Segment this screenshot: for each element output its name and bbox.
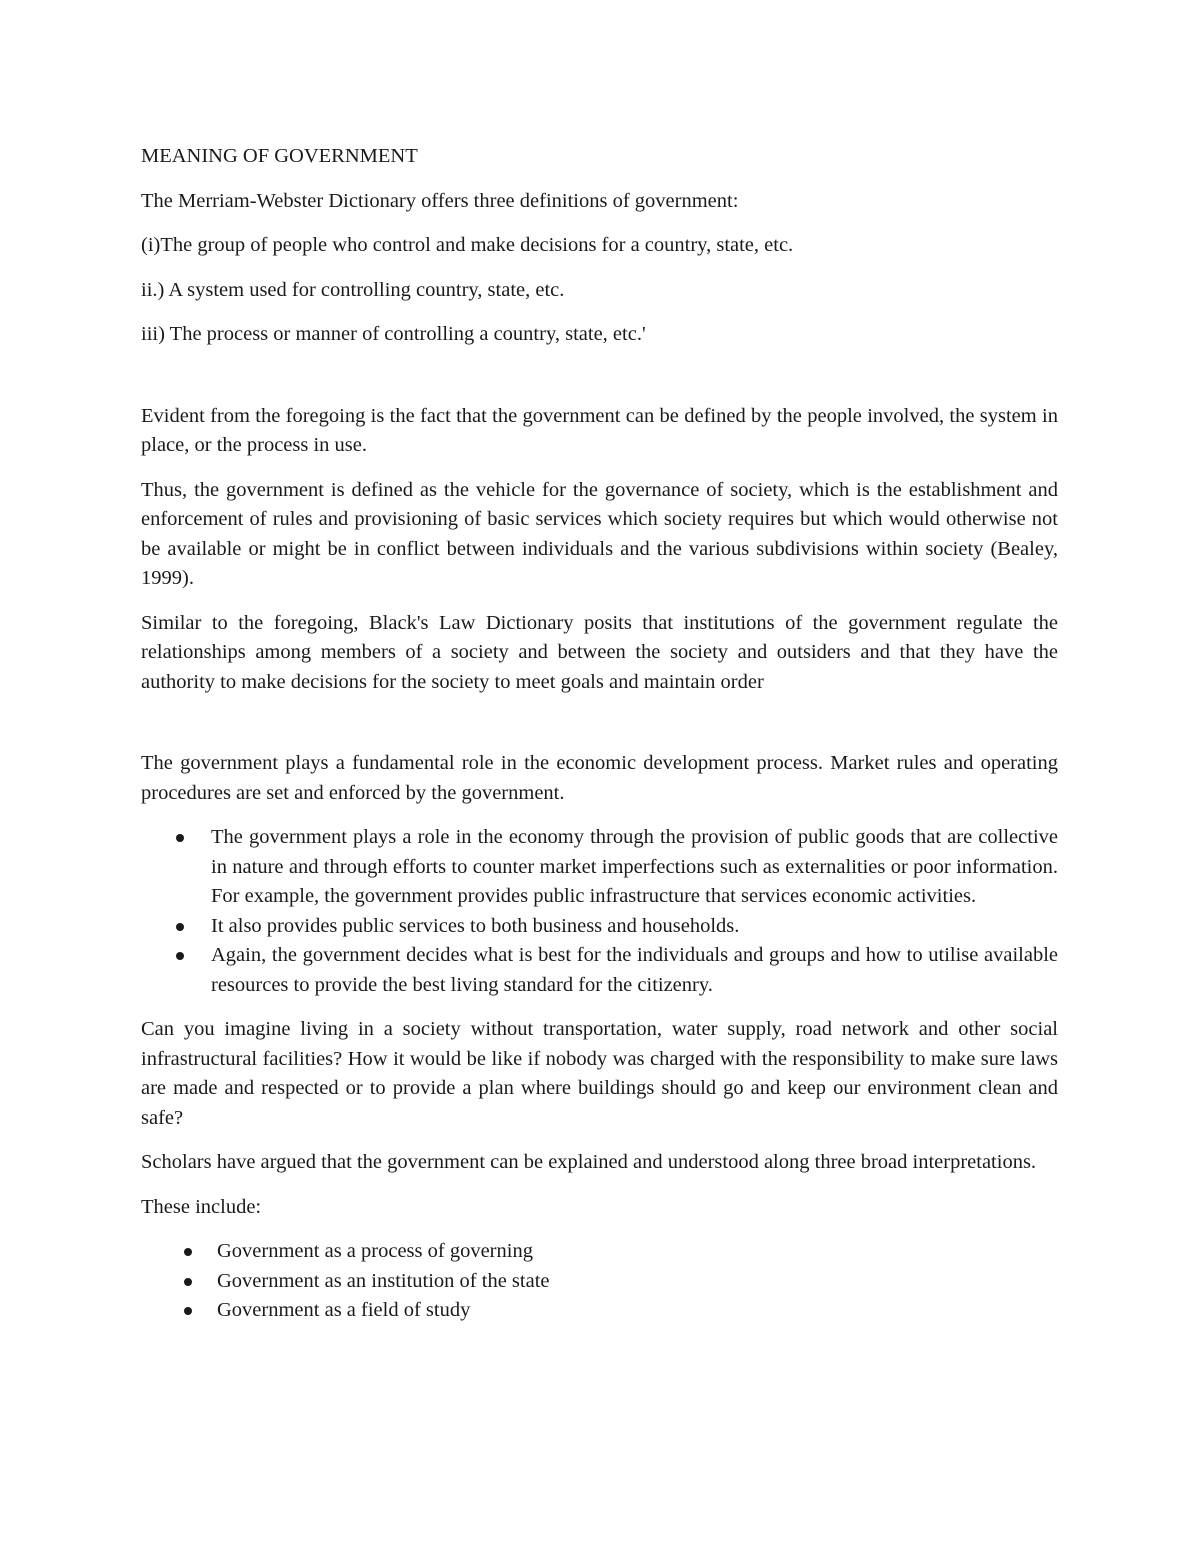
list-item	[141, 912, 1058, 942]
bullet-icon	[184, 1278, 192, 1286]
list-item-text: The government plays a role in the economy through the provision of public goods that are collective in nature and through efforts to counter market imperfections such as externalities or poor information. For example, the government provides public infrastructure that services economic activities.	[211, 826, 1058, 907]
document-heading: MEANING OF GOVERNMENT	[141, 145, 418, 167]
definition-item: iii) The process or manner of controlling a country, state, etc.'	[141, 323, 646, 345]
list-item	[141, 1237, 1058, 1267]
list-item	[141, 1267, 1058, 1297]
bullet-icon	[176, 952, 184, 960]
list-item-text: It also provides public services to both business and households.	[211, 914, 740, 937]
list-item-text: Government as an institution of the state	[217, 1269, 550, 1292]
paragraph-scholars: Scholars have argued that the government can be explained and understood along three broad interpretations.	[141, 1151, 1037, 1173]
interpretations-bullet-list	[141, 1237, 1058, 1326]
paragraph-imagine: Can you imagine living in a society without transportation, water supply, road network and other social infrastructural facilities? How it would be like if nobody was charged with the responsibility to make sure laws are made and respected or to provide a plan where buildings should go and keep our environment clean and safe?	[141, 1018, 1058, 1129]
definition-item: ii.) A system used for controlling country, state, etc.	[141, 278, 565, 301]
bullet-icon	[176, 923, 184, 931]
paragraph-evident: Evident from the foregoing is the fact that the government can be defined by the people involved, the system in place, or the process in use.	[141, 404, 1058, 456]
list-item	[141, 823, 1058, 912]
list-item-text: Again, the government decides what is best for the individuals and groups and how to utilise available resources to provide the best living standard for the citizenry.	[211, 944, 1058, 996]
spacer	[141, 712, 1058, 749]
list-item	[141, 1296, 1058, 1326]
paragraph-thus: Thus, the government is defined as the vehicle for the governance of society, which is the establishment and enforcement of rules and provisioning of basic services which society requires but which would otherwise not be available or might be in conflict between individuals and the various subdivisions within society (Bealey, 1999).	[141, 478, 1058, 589]
definition-item: (i)The group of people who control and make decisions for a country, state, etc.	[141, 234, 794, 256]
paragraph-include: These include:	[141, 1195, 262, 1218]
paragraph-similar: Similar to the foregoing, Black's Law Dictionary posits that institutions of the government regulate the relationships among members of a society and between the society and outsiders and that they have the authority to make decisions for the society to meet goals and maintain order	[141, 611, 1058, 693]
list-item-text: Government as a field of study	[217, 1299, 471, 1321]
paragraph-role: The government plays a fundamental role in the economic development process. Market rules and operating procedures are set and enforced by the government.	[141, 752, 1058, 804]
bullet-icon	[176, 834, 184, 842]
list-item-text: Government as a process of governing	[217, 1240, 533, 1262]
document-body	[141, 142, 1058, 1341]
spacer	[141, 365, 1058, 402]
bullet-icon	[184, 1307, 192, 1315]
list-item	[141, 941, 1058, 1000]
role-bullet-list	[141, 823, 1058, 1000]
definitions-intro: The Merriam-Webster Dictionary offers three definitions of government:	[141, 189, 739, 212]
bullet-icon	[184, 1248, 192, 1256]
